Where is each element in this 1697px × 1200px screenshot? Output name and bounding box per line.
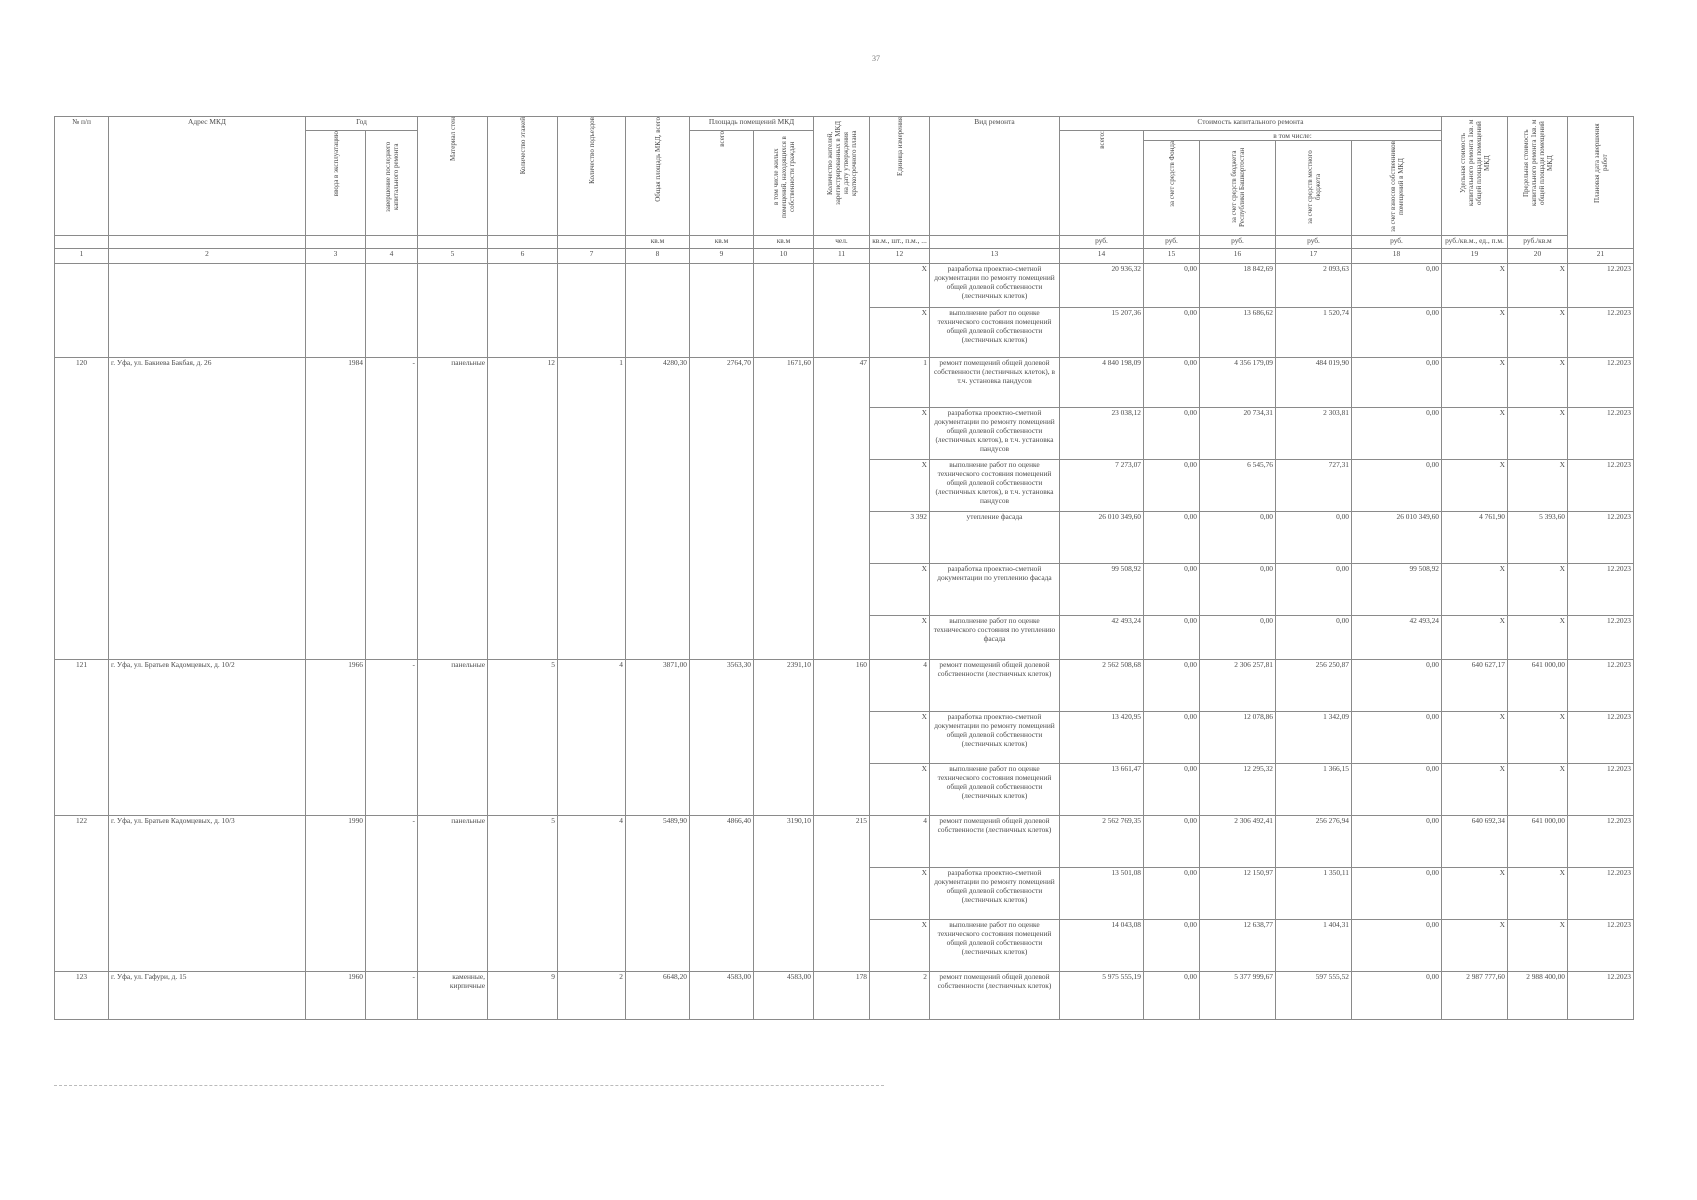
- header-cost-fund: за счет средств Фонда: [1144, 141, 1200, 236]
- column-number: 12: [870, 249, 930, 264]
- cost-rb: 13 686,62: [1200, 308, 1276, 358]
- cost-total: 5 975 555,19: [1060, 972, 1144, 1020]
- cost-local: 1 404,31: [1276, 920, 1352, 972]
- header-unit: Единица измерения: [870, 117, 930, 236]
- plan-date: 12.2023: [1568, 972, 1634, 1020]
- header-total-area: Общая площадь МКД, всего: [626, 117, 690, 236]
- cost-owners: 0,00: [1352, 264, 1442, 308]
- column-number: 1: [55, 249, 109, 264]
- wall-material: панельные: [418, 660, 488, 816]
- cost-owners: 0,00: [1352, 920, 1442, 972]
- limit-cost: X: [1508, 712, 1568, 764]
- cost-owners: 0,00: [1352, 408, 1442, 460]
- header-area-residential: в том числе жилых помещений, находящихся в собственности граждан: [754, 131, 814, 236]
- unit-cell: [366, 236, 418, 249]
- entrances-count: [558, 264, 626, 358]
- column-number: 21: [1568, 249, 1634, 264]
- unit-cell: чел.: [814, 236, 870, 249]
- year-last-repair: -: [366, 660, 418, 816]
- unit-cost: 640 692,34: [1442, 816, 1508, 868]
- cost-local: 1 520,74: [1276, 308, 1352, 358]
- repair-plan-table: [54, 116, 1634, 1020]
- total-area: 5489,90: [626, 816, 690, 972]
- total-area: [626, 264, 690, 358]
- unit-cell: руб.: [1060, 236, 1144, 249]
- cost-total: 23 038,12: [1060, 408, 1144, 460]
- cost-local: 727,31: [1276, 460, 1352, 512]
- row-number: 121: [55, 660, 109, 816]
- header-cost-group: Стоимость капитального ремонта: [1060, 117, 1442, 131]
- cost-local: 0,00: [1276, 512, 1352, 564]
- work-type: выполнение работ по оценке технического состояния помещений общей долевой собственности (лестничных клеток), в т.ч. установка пандусов: [930, 460, 1060, 512]
- limit-cost: X: [1508, 460, 1568, 512]
- floors-count: 12: [488, 358, 558, 660]
- unit-cell: руб.: [1352, 236, 1442, 249]
- work-type: ремонт помещений общей долевой собственности (лестничных клеток): [930, 660, 1060, 712]
- header-cost-local: за счет средств местного бюджета: [1276, 141, 1352, 236]
- table-data-body: [55, 264, 1634, 1020]
- plan-date: 12.2023: [1568, 816, 1634, 868]
- plan-date: 12.2023: [1568, 358, 1634, 408]
- unit-cost: 640 627,17: [1442, 660, 1508, 712]
- unit-cost: X: [1442, 868, 1508, 920]
- header-area-all: всего: [690, 131, 754, 236]
- table-bottom-rule: [54, 1085, 884, 1086]
- header-entrances: Количество подъездов: [558, 117, 626, 236]
- cost-local: 256 250,87: [1276, 660, 1352, 712]
- cost-fund: 0,00: [1144, 460, 1200, 512]
- cost-owners: 26 010 349,60: [1352, 512, 1442, 564]
- cost-fund: 0,00: [1144, 616, 1200, 660]
- work-unit: X: [870, 616, 930, 660]
- column-number: 13: [930, 249, 1060, 264]
- cost-total: 42 493,24: [1060, 616, 1144, 660]
- work-unit: X: [870, 920, 930, 972]
- column-number: 5: [418, 249, 488, 264]
- work-unit: X: [870, 308, 930, 358]
- work-unit: X: [870, 868, 930, 920]
- units-row: [55, 236, 1634, 249]
- area-all: [690, 264, 754, 358]
- cost-total: 26 010 349,60: [1060, 512, 1144, 564]
- work-unit: 4: [870, 660, 930, 712]
- cost-owners: 0,00: [1352, 712, 1442, 764]
- unit-cell: руб.: [1200, 236, 1276, 249]
- entrances-count: 2: [558, 972, 626, 1020]
- header-residents: Количество жителей, зарегистрированных в МКД на дату утверждения краткосрочного плана: [814, 117, 870, 236]
- header-year-group: Год: [306, 117, 418, 131]
- header-cost-rb: за счет средств бюджета Республики Башкортостан: [1200, 141, 1276, 236]
- cost-fund: 0,00: [1144, 660, 1200, 712]
- cost-owners: 0,00: [1352, 358, 1442, 408]
- work-unit: 1: [870, 358, 930, 408]
- area-all: 4866,40: [690, 816, 754, 972]
- column-number: 16: [1200, 249, 1276, 264]
- work-type: разработка проектно-сметной документации по ремонту помещений общей долевой собственности (лестничных клеток): [930, 712, 1060, 764]
- floors-count: 9: [488, 972, 558, 1020]
- unit-cost: 4 761,90: [1442, 512, 1508, 564]
- cost-total: 15 207,36: [1060, 308, 1144, 358]
- area-all: 4583,00: [690, 972, 754, 1020]
- work-type: выполнение работ по оценке технического состояния по утеплению фасада: [930, 616, 1060, 660]
- cost-local: 256 276,94: [1276, 816, 1352, 868]
- area-all: 2764,70: [690, 358, 754, 660]
- total-area: 4280,30: [626, 358, 690, 660]
- cost-fund: 0,00: [1144, 564, 1200, 616]
- cost-local: 484 019,90: [1276, 358, 1352, 408]
- table-row: [55, 816, 1634, 868]
- cost-fund: 0,00: [1144, 972, 1200, 1020]
- header-area-group: Площадь помещений МКД: [690, 117, 814, 131]
- house-address: г. Уфа, ул. Бакиева Бакбая, д. 26: [109, 358, 306, 660]
- column-number: 18: [1352, 249, 1442, 264]
- repair-plan-table-wrapper: [54, 116, 1634, 1020]
- cost-fund: 0,00: [1144, 512, 1200, 564]
- unit-cell: [418, 236, 488, 249]
- residents-count: 178: [814, 972, 870, 1020]
- unit-cell: руб.: [1276, 236, 1352, 249]
- wall-material: панельные: [418, 358, 488, 660]
- work-unit: X: [870, 764, 930, 816]
- column-number: 17: [1276, 249, 1352, 264]
- year-built: [306, 264, 366, 358]
- row-number: [55, 264, 109, 358]
- table-row: [55, 660, 1634, 712]
- cost-owners: 99 508,92: [1352, 564, 1442, 616]
- cost-owners: 0,00: [1352, 308, 1442, 358]
- cost-total: 99 508,92: [1060, 564, 1144, 616]
- area-residential: 4583,00: [754, 972, 814, 1020]
- unit-cost: X: [1442, 408, 1508, 460]
- cost-fund: 0,00: [1144, 712, 1200, 764]
- wall-material: каменные, кирпичные: [418, 972, 488, 1020]
- header-work-type: Вид ремонта: [930, 117, 1060, 236]
- cost-rb: 12 078,86: [1200, 712, 1276, 764]
- work-unit: 3 392: [870, 512, 930, 564]
- cost-local: 1 366,15: [1276, 764, 1352, 816]
- column-number: 11: [814, 249, 870, 264]
- unit-cell: руб./кв.м: [1508, 236, 1568, 249]
- work-type: ремонт помещений общей долевой собственности (лестничных клеток), в т.ч. установка пандусов: [930, 358, 1060, 408]
- year-last-repair: -: [366, 972, 418, 1020]
- cost-rb: 0,00: [1200, 512, 1276, 564]
- work-type: разработка проектно-сметной документации по ремонту помещений общей долевой собственности (лестничных клеток), в т.ч. установка пандусов: [930, 408, 1060, 460]
- column-number: 7: [558, 249, 626, 264]
- cost-total: 4 840 198,09: [1060, 358, 1144, 408]
- total-area: 3871,00: [626, 660, 690, 816]
- work-unit: 4: [870, 816, 930, 868]
- limit-cost: X: [1508, 358, 1568, 408]
- row-number: 120: [55, 358, 109, 660]
- cost-owners: 0,00: [1352, 816, 1442, 868]
- row-number: 122: [55, 816, 109, 972]
- plan-date: 12.2023: [1568, 264, 1634, 308]
- work-type: выполнение работ по оценке технического состояния помещений общей долевой собственности (лестничных клеток): [930, 308, 1060, 358]
- cost-rb: 5 377 999,67: [1200, 972, 1276, 1020]
- wall-material: панельные: [418, 816, 488, 972]
- wall-material: [418, 264, 488, 358]
- unit-cost: X: [1442, 712, 1508, 764]
- cost-rb: 20 734,31: [1200, 408, 1276, 460]
- plan-date: 12.2023: [1568, 564, 1634, 616]
- cost-owners: 0,00: [1352, 972, 1442, 1020]
- unit-cell: [109, 236, 306, 249]
- cost-fund: 0,00: [1144, 920, 1200, 972]
- plan-date: 12.2023: [1568, 920, 1634, 972]
- residents-count: 47: [814, 358, 870, 660]
- table-row: [55, 972, 1634, 1020]
- cost-local: 2 093,63: [1276, 264, 1352, 308]
- cost-local: 1 350,11: [1276, 868, 1352, 920]
- work-type: ремонт помещений общей долевой собственности (лестничных клеток): [930, 816, 1060, 868]
- limit-cost: X: [1508, 764, 1568, 816]
- unit-cell: руб.: [1144, 236, 1200, 249]
- column-number: 15: [1144, 249, 1200, 264]
- limit-cost: X: [1508, 408, 1568, 460]
- cost-fund: 0,00: [1144, 358, 1200, 408]
- cost-rb: 0,00: [1200, 564, 1276, 616]
- year-built: 1966: [306, 660, 366, 816]
- cost-total: 14 043,08: [1060, 920, 1144, 972]
- cost-rb: 6 545,76: [1200, 460, 1276, 512]
- residents-count: 215: [814, 816, 870, 972]
- work-unit: X: [870, 564, 930, 616]
- limit-cost: X: [1508, 868, 1568, 920]
- header-year-built: ввода в эксплуатацию: [306, 131, 366, 236]
- house-address: [109, 264, 306, 358]
- unit-cost: X: [1442, 616, 1508, 660]
- total-area: 6648,20: [626, 972, 690, 1020]
- unit-cell: руб./кв.м., ед., п.м.: [1442, 236, 1508, 249]
- plan-date: 12.2023: [1568, 460, 1634, 512]
- limit-cost: X: [1508, 308, 1568, 358]
- plan-date: 12.2023: [1568, 512, 1634, 564]
- unit-cost: X: [1442, 920, 1508, 972]
- cost-owners: 0,00: [1352, 660, 1442, 712]
- cost-rb: 2 306 257,81: [1200, 660, 1276, 712]
- cost-local: 2 303,81: [1276, 408, 1352, 460]
- cost-fund: 0,00: [1144, 816, 1200, 868]
- column-number: 10: [754, 249, 814, 264]
- cost-owners: 0,00: [1352, 460, 1442, 512]
- unit-cell: [306, 236, 366, 249]
- cost-local: 0,00: [1276, 616, 1352, 660]
- table-row: [55, 358, 1634, 408]
- year-last-repair: [366, 264, 418, 358]
- area-residential: 2391,10: [754, 660, 814, 816]
- plan-date: 12.2023: [1568, 868, 1634, 920]
- header-year-last-repair: завершение последнего капитального ремонта: [366, 131, 418, 236]
- cost-rb: 12 638,77: [1200, 920, 1276, 972]
- unit-cell: кв.м., шт., п.м., ...: [870, 236, 930, 249]
- unit-cost: X: [1442, 308, 1508, 358]
- header-address: Адрес МКД: [109, 117, 306, 236]
- cost-owners: 0,00: [1352, 764, 1442, 816]
- header-wall-material: Материал стен: [418, 117, 488, 236]
- header-unit-cost: Удельная стоимость капитального ремонта 1кв. м общей площади помещений МКД: [1442, 117, 1508, 236]
- unit-cell: кв.м: [754, 236, 814, 249]
- cost-rb: 0,00: [1200, 616, 1276, 660]
- limit-cost: 5 393,60: [1508, 512, 1568, 564]
- unit-cell: [930, 236, 1060, 249]
- unit-cost: X: [1442, 460, 1508, 512]
- cost-rb: 4 356 179,09: [1200, 358, 1276, 408]
- plan-date: 12.2023: [1568, 308, 1634, 358]
- residents-count: 160: [814, 660, 870, 816]
- cost-fund: 0,00: [1144, 868, 1200, 920]
- unit-cell: [558, 236, 626, 249]
- cost-rb: 12 295,32: [1200, 764, 1276, 816]
- header-no: № п/п: [55, 117, 109, 236]
- area-all: 3563,30: [690, 660, 754, 816]
- column-numbers-row: [55, 249, 1634, 264]
- cost-fund: 0,00: [1144, 264, 1200, 308]
- unit-cell: кв.м: [690, 236, 754, 249]
- plan-date: 12.2023: [1568, 616, 1634, 660]
- limit-cost: X: [1508, 564, 1568, 616]
- year-last-repair: -: [366, 358, 418, 660]
- unit-cost: X: [1442, 764, 1508, 816]
- work-unit: X: [870, 460, 930, 512]
- cost-total: 20 936,32: [1060, 264, 1144, 308]
- plan-date: 12.2023: [1568, 660, 1634, 712]
- page-number: 37: [872, 54, 880, 63]
- cost-total: 2 562 769,35: [1060, 816, 1144, 868]
- plan-date: 12.2023: [1568, 764, 1634, 816]
- cost-local: 1 342,09: [1276, 712, 1352, 764]
- column-number: 3: [306, 249, 366, 264]
- cost-total: 2 562 508,68: [1060, 660, 1144, 712]
- plan-date: 12.2023: [1568, 712, 1634, 764]
- header-cost-owners: за счет взносов собственников помещений в МКД: [1352, 141, 1442, 236]
- work-type: разработка проектно-сметной документации по ремонту помещений общей долевой собственности (лестничных клеток): [930, 264, 1060, 308]
- work-unit: 2: [870, 972, 930, 1020]
- cost-total: 13 661,47: [1060, 764, 1144, 816]
- column-number: 4: [366, 249, 418, 264]
- cost-rb: 18 842,69: [1200, 264, 1276, 308]
- limit-cost: X: [1508, 920, 1568, 972]
- limit-cost: 641 000,00: [1508, 660, 1568, 712]
- work-unit: X: [870, 408, 930, 460]
- column-number: 9: [690, 249, 754, 264]
- area-residential: 3190,10: [754, 816, 814, 972]
- house-address: г. Уфа, ул. Братьев Кадомцевых, д. 10/3: [109, 816, 306, 972]
- year-last-repair: -: [366, 816, 418, 972]
- floors-count: [488, 264, 558, 358]
- entrances-count: 1: [558, 358, 626, 660]
- header-incl: в том числе:: [1144, 131, 1442, 141]
- area-residential: 1671,60: [754, 358, 814, 660]
- year-built: 1984: [306, 358, 366, 660]
- unit-cost: 2 987 777,60: [1442, 972, 1508, 1020]
- unit-cell: [488, 236, 558, 249]
- cost-owners: 42 493,24: [1352, 616, 1442, 660]
- house-address: г. Уфа, ул. Братьев Кадомцевых, д. 10/2: [109, 660, 306, 816]
- entrances-count: 4: [558, 660, 626, 816]
- entrances-count: 4: [558, 816, 626, 972]
- column-number: 19: [1442, 249, 1508, 264]
- column-number: 8: [626, 249, 690, 264]
- column-number: 14: [1060, 249, 1144, 264]
- column-number: 2: [109, 249, 306, 264]
- table-row: [55, 264, 1634, 308]
- cost-local: 0,00: [1276, 564, 1352, 616]
- year-built: 1990: [306, 816, 366, 972]
- header-plan-date: Плановая дата завершения работ: [1568, 117, 1634, 249]
- header-limit-cost: Предельная стоимость капитального ремонта 1кв. м общей площади помещений МКД: [1508, 117, 1568, 236]
- house-address: г. Уфа, ул. Гафури, д. 15: [109, 972, 306, 1020]
- header-floors: Количество этажей: [488, 117, 558, 236]
- year-built: 1960: [306, 972, 366, 1020]
- floors-count: 5: [488, 816, 558, 972]
- cost-rb: 12 150,97: [1200, 868, 1276, 920]
- cost-local: 597 555,52: [1276, 972, 1352, 1020]
- residents-count: [814, 264, 870, 358]
- work-unit: X: [870, 264, 930, 308]
- area-residential: [754, 264, 814, 358]
- cost-total: 7 273,07: [1060, 460, 1144, 512]
- cost-fund: 0,00: [1144, 764, 1200, 816]
- cost-total: 13 501,08: [1060, 868, 1144, 920]
- cost-rb: 2 306 492,41: [1200, 816, 1276, 868]
- work-unit: X: [870, 712, 930, 764]
- limit-cost: X: [1508, 616, 1568, 660]
- work-type: ремонт помещений общей долевой собственности (лестничных клеток): [930, 972, 1060, 1020]
- floors-count: 5: [488, 660, 558, 816]
- plan-date: 12.2023: [1568, 408, 1634, 460]
- column-number: 6: [488, 249, 558, 264]
- work-type: разработка проектно-сметной документации по ремонту помещений общей долевой собственности (лестничных клеток): [930, 868, 1060, 920]
- unit-cost: X: [1442, 358, 1508, 408]
- work-type: выполнение работ по оценке технического состояния помещений общей долевой собственности (лестничных клеток): [930, 764, 1060, 816]
- row-number: 123: [55, 972, 109, 1020]
- unit-cost: X: [1442, 564, 1508, 616]
- limit-cost: X: [1508, 264, 1568, 308]
- cost-fund: 0,00: [1144, 308, 1200, 358]
- work-type: выполнение работ по оценке технического состояния помещений общей долевой собственности (лестничных клеток): [930, 920, 1060, 972]
- unit-cell: кв.м: [626, 236, 690, 249]
- unit-cost: X: [1442, 264, 1508, 308]
- limit-cost: 2 988 400,00: [1508, 972, 1568, 1020]
- limit-cost: 641 000,00: [1508, 816, 1568, 868]
- cost-total: 13 420,95: [1060, 712, 1144, 764]
- unit-cell: [55, 236, 109, 249]
- cost-owners: 0,00: [1352, 868, 1442, 920]
- work-type: разработка проектно-сметной документации по утеплению фасада: [930, 564, 1060, 616]
- header-cost-total: всего:: [1060, 131, 1144, 236]
- cost-fund: 0,00: [1144, 408, 1200, 460]
- column-number: 20: [1508, 249, 1568, 264]
- work-type: утепление фасада: [930, 512, 1060, 564]
